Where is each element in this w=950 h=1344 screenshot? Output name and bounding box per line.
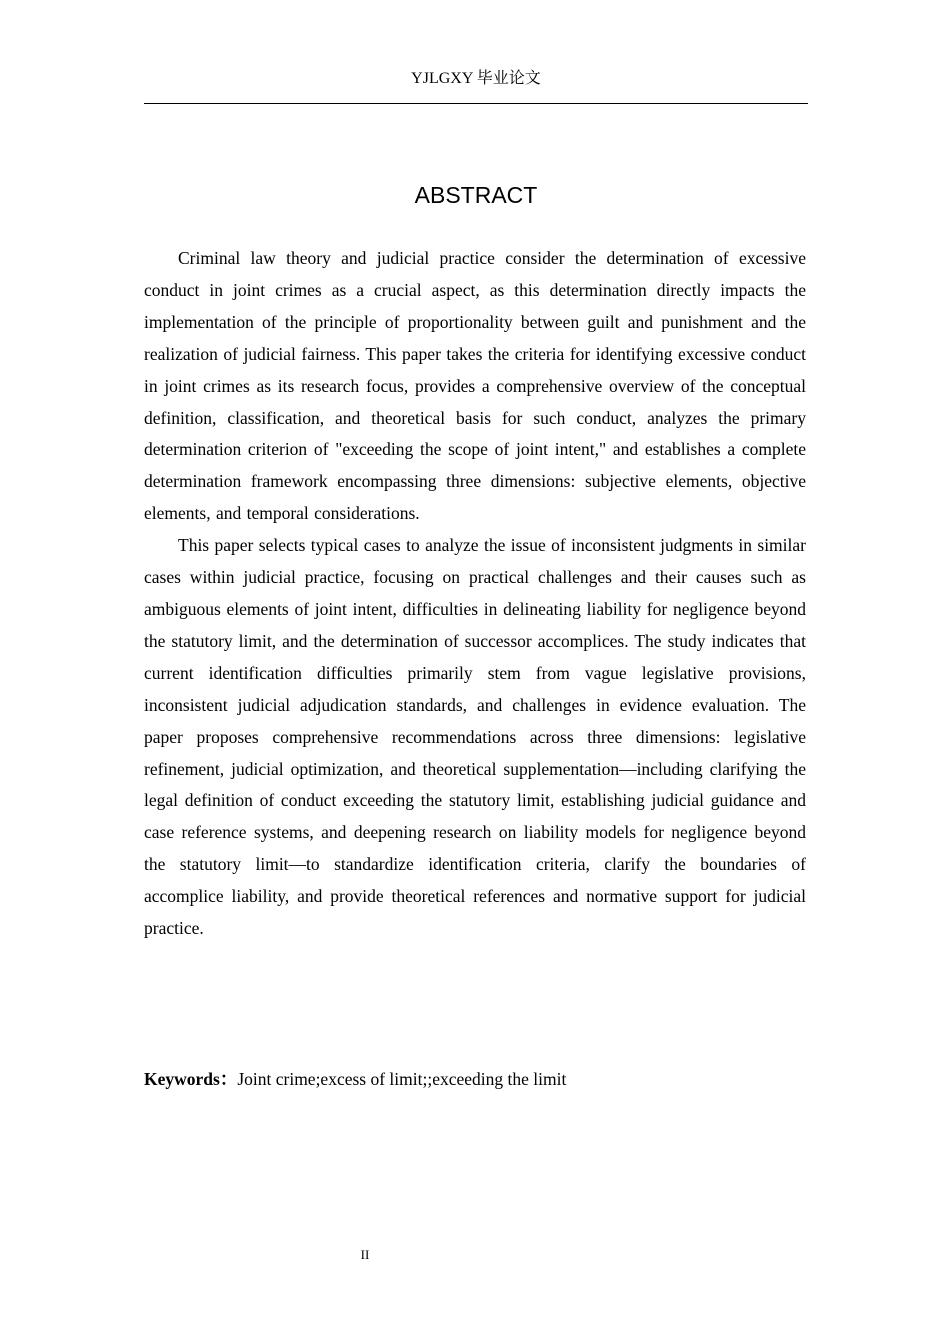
abstract-title: ABSTRACT	[414, 182, 538, 208]
abstract-body	[144, 243, 806, 945]
page-number: II	[360, 1247, 370, 1262]
keywords-label: Keywords：	[144, 1069, 238, 1089]
abstract-paragraph-2: This paper selects typical cases to analyze the issue of inconsistent judgments in similar cases within judicial practice, focusing on practical challenges and their causes such as ambiguous elements of joint intent, difficulties in delineating liability for negligence beyond the statutory limit, and the determination of successor accomplices. The study indicates that current identification difficulties primarily stem from vague legislative provisions, inconsistent judicial adjudication standards, and challenges in evidence evaluation. The paper proposes comprehensive recommendations across three dimensions: legislative refinement, judicial optimization, and theoretical supplementation—including clarifying the legal definition of conduct exceeding the statutory limit, establishing judicial guidance and case reference systems, and deepening research on liability models for negligence beyond the statutory limit—to standardize identification criteria, clarify the boundaries of accomplice liability, and provide theoretical references and normative support for judicial practice.	[144, 535, 806, 939]
keywords-line	[144, 1065, 808, 1093]
running-header: YJLGXY 毕业论文	[411, 70, 541, 87]
abstract-paragraph-1: Criminal law theory and judicial practice consider the determination of excessive conduct in joint crimes as a crucial aspect, as this determination directly impacts the implementation of the principle of proportionality between guilt and punishment and the realization of judicial fairness. This paper takes the criteria for identifying excessive conduct in joint crimes as its research focus, provides a comprehensive overview of the conceptual definition, classification, and theoretical basis for such conduct, analyzes the primary determination criterion of "exceeding the scope of joint intent," and establishes a complete determination framework encompassing three dimensions: subjective elements, objective elements, and temporal considerations.	[144, 248, 806, 524]
keywords-value: Joint crime;excess of limit;;exceeding the limit	[237, 1069, 567, 1089]
header-rule	[144, 103, 808, 104]
